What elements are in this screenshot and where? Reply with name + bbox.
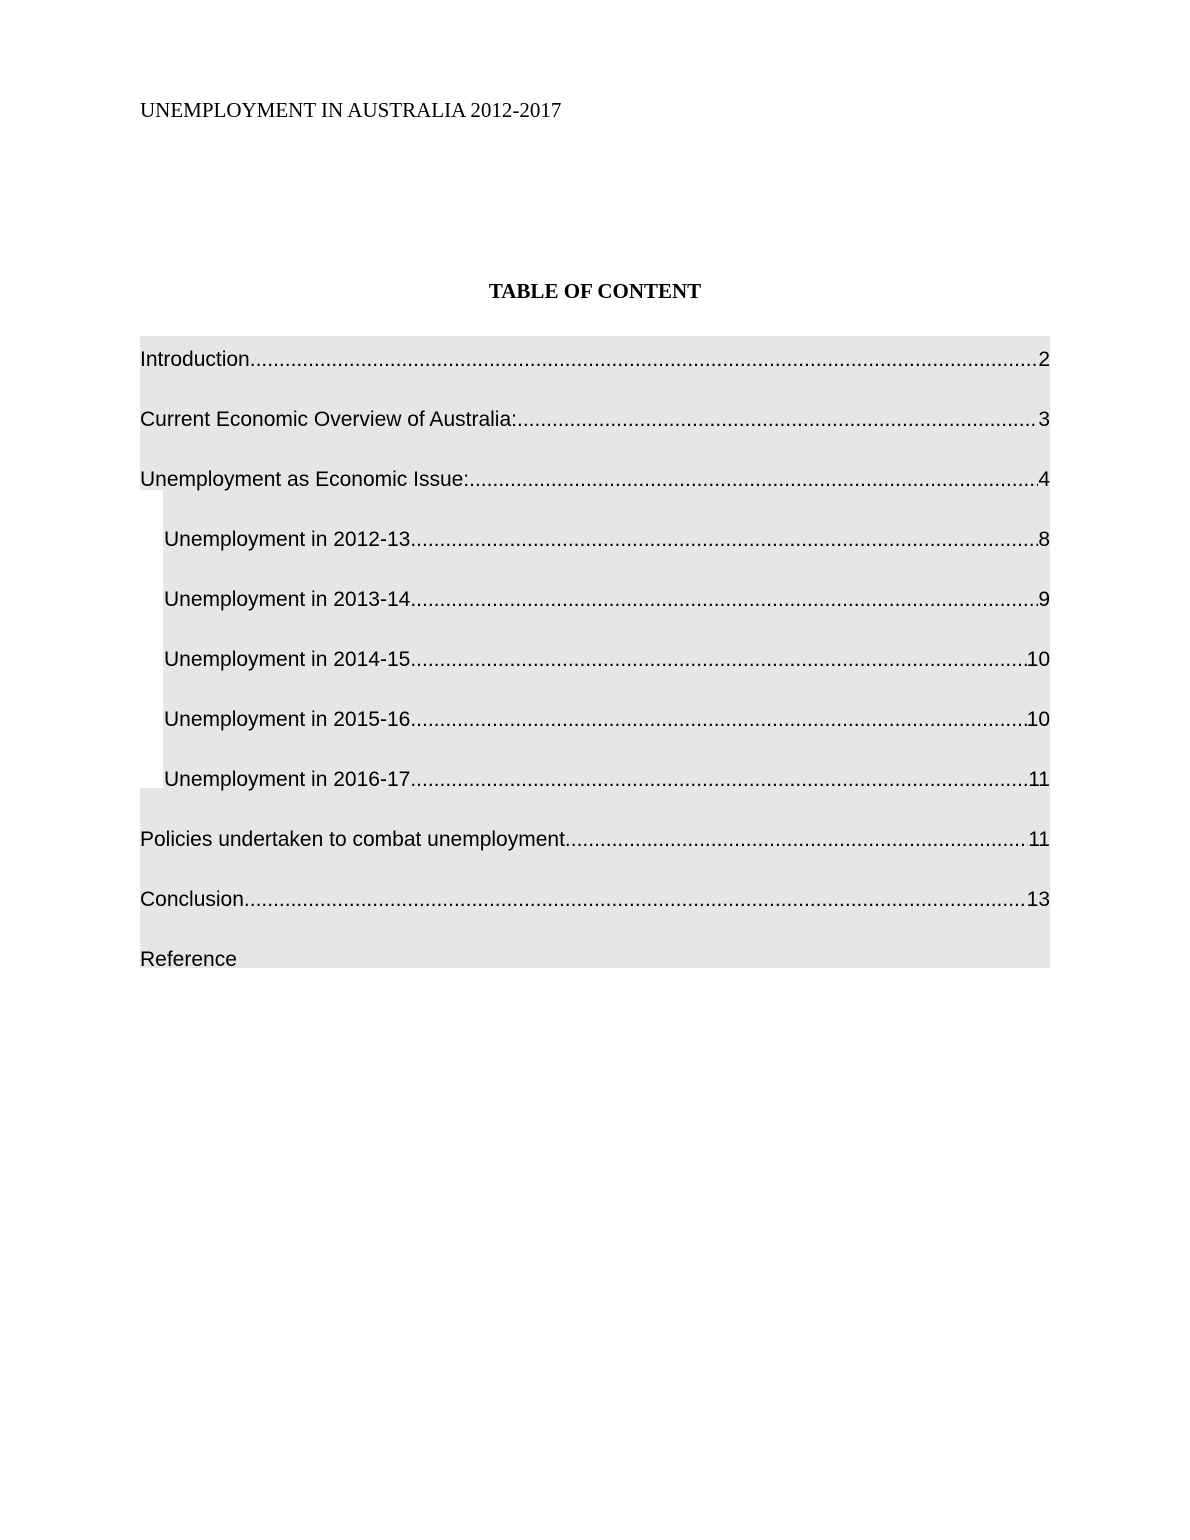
toc-dot-leader <box>410 648 1026 672</box>
running-header: UNEMPLOYMENT IN AUSTRALIA 2012-2017 <box>140 98 562 122</box>
toc-entry-page: 2 <box>1038 348 1050 371</box>
toc-dot-leader <box>469 468 1038 492</box>
toc-entry-label: Unemployment in 2013-14 <box>164 588 411 611</box>
toc-entry-label: Unemployment in 2016-17 <box>164 768 411 791</box>
toc-entry-page: 8 <box>1038 528 1050 551</box>
toc-entry-2016-17[interactable] <box>164 762 1050 792</box>
toc-entry-2013-14[interactable] <box>164 582 1050 612</box>
toc-entry-page: 3 <box>1038 408 1050 431</box>
toc-dot-leader <box>565 828 1028 852</box>
toc-entry-page: 10 <box>1026 648 1050 671</box>
toc-entry-2015-16[interactable] <box>164 702 1050 732</box>
toc-entry-page: 11 <box>1028 828 1050 851</box>
toc-entry-economic-issue[interactable] <box>140 462 1050 492</box>
toc-dot-leader <box>410 768 1028 792</box>
toc-entry-label: Unemployment in 2012-13 <box>164 528 411 551</box>
toc-entry-page: 11 <box>1028 768 1050 791</box>
toc-entry-label: Reference <box>140 948 237 971</box>
toc-entry-2014-15[interactable] <box>164 642 1050 672</box>
toc-entry-economic-overview[interactable] <box>140 402 1050 432</box>
toc-entry-label: Conclusion <box>140 888 244 911</box>
toc-entry-label: Introduction <box>140 348 250 371</box>
toc-dot-leader <box>250 348 1039 372</box>
toc-entry-label: Unemployment in 2014-15 <box>164 648 411 671</box>
toc-dot-leader <box>517 408 1038 432</box>
toc-entry-page: 10 <box>1026 708 1050 731</box>
toc-dot-leader <box>410 528 1038 552</box>
toc-entry-page: 13 <box>1026 888 1050 911</box>
toc-entry-reference[interactable] <box>140 942 1050 972</box>
toc-entry-conclusion[interactable] <box>140 882 1050 912</box>
toc-title: TABLE OF CONTENT <box>488 279 702 303</box>
toc-entry-label: Current Economic Overview of Australia: <box>140 408 517 431</box>
toc-dot-leader <box>410 708 1026 732</box>
toc-dot-leader <box>244 888 1027 912</box>
toc-entry-label: Policies undertaken to combat unemployment <box>140 828 565 851</box>
toc-entry-label: Unemployment in 2015-16 <box>164 708 411 731</box>
toc-entry-2012-13[interactable] <box>164 522 1050 552</box>
toc-entry-page: 9 <box>1038 588 1050 611</box>
toc-entry-policies[interactable] <box>140 822 1050 852</box>
toc-entry-page: 4 <box>1038 468 1050 491</box>
toc-dot-leader <box>410 588 1038 612</box>
toc-entry-label: Unemployment as Economic Issue: <box>140 468 470 491</box>
toc-entry-introduction[interactable] <box>140 342 1050 372</box>
